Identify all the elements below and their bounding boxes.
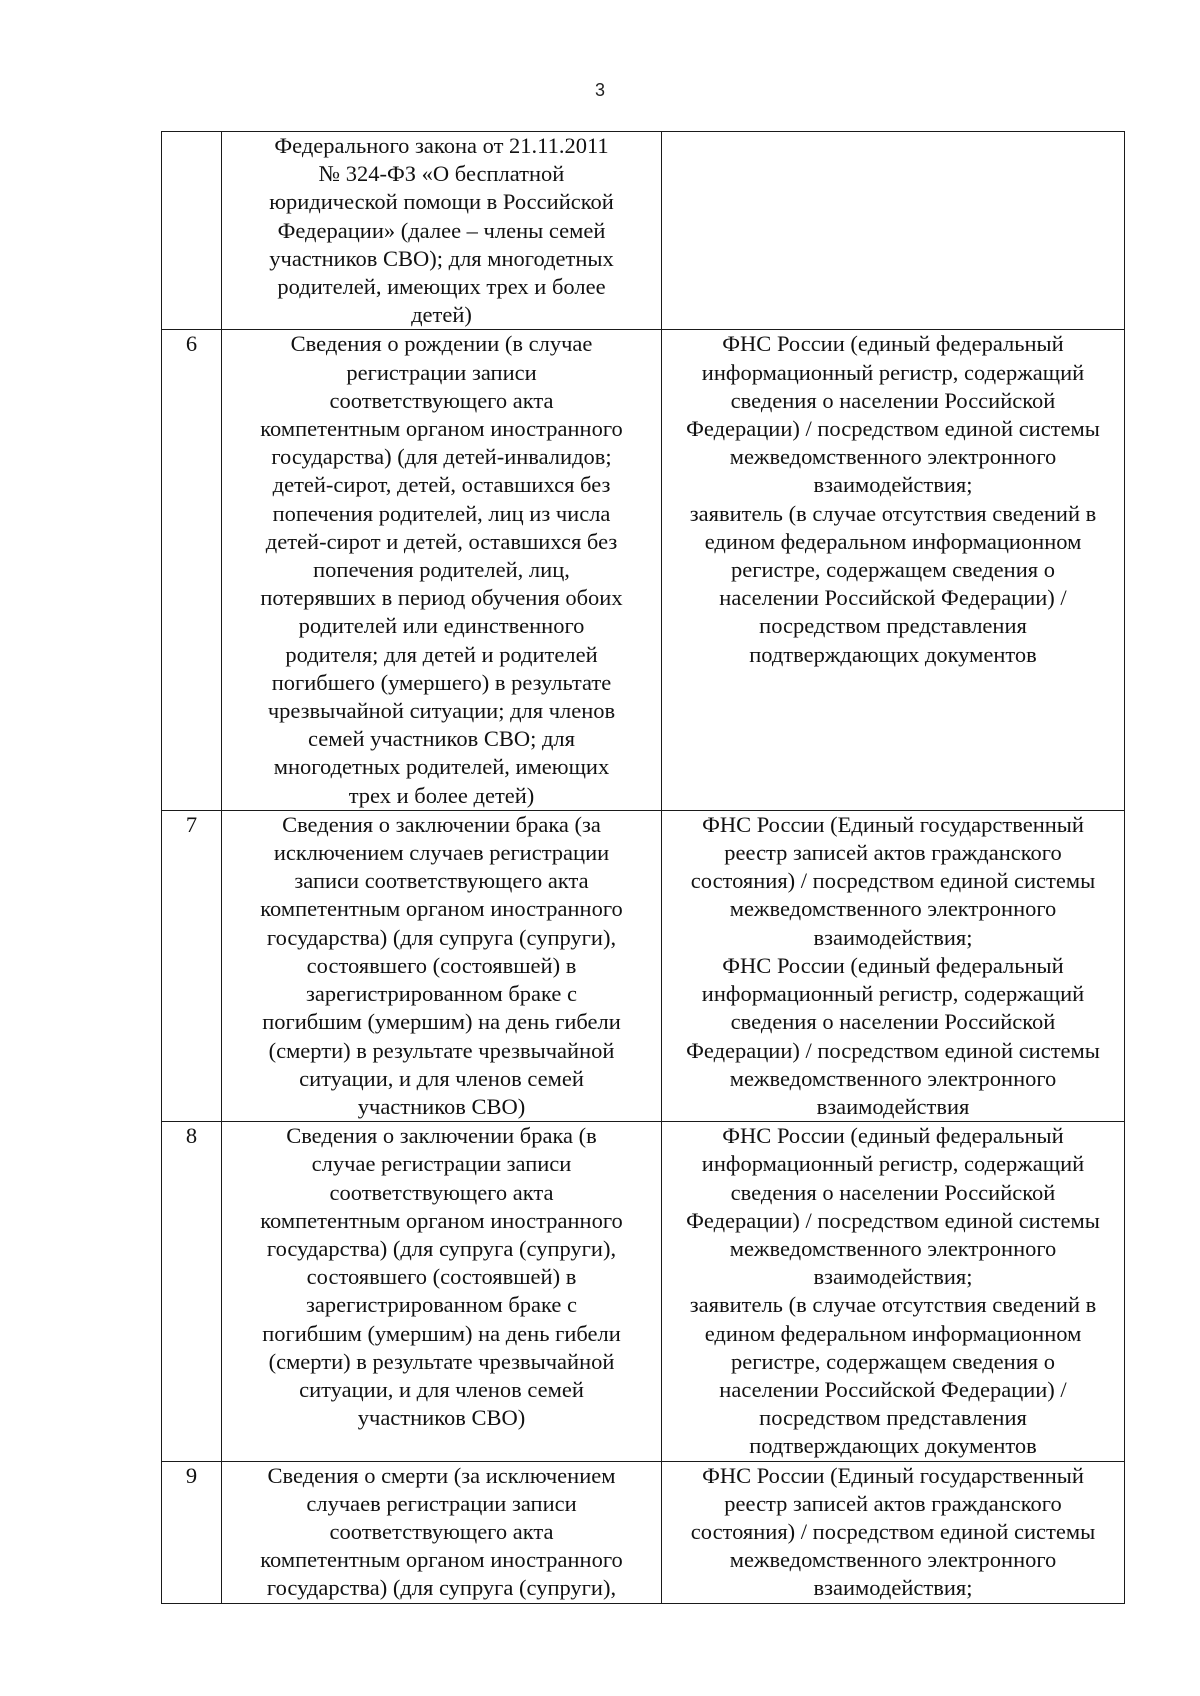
cell-text-line: попечения родителей, лиц из числа (272, 500, 611, 526)
cell-text-line: реестр записей актов гражданского (724, 840, 1062, 866)
cell-text-line: подтверждающих документов (749, 641, 1037, 667)
cell-text-line: подтверждающих документов (749, 1433, 1037, 1459)
cell-text-line: информационный регистр, содержащий (701, 1151, 1085, 1177)
cell-text-line: (смерти) в результате чрезвычайной (268, 1348, 615, 1374)
information-cell (222, 132, 662, 330)
documents-table (161, 131, 1125, 1604)
cell-text-line: соответствующего акта (329, 1179, 554, 1205)
cell-text-line: взаимодействия; (813, 1575, 973, 1601)
cell-text-line: Федерации) / посредством единой системы (686, 1207, 1100, 1233)
cell-text-line: Федерации) / посредством единой системы (686, 1037, 1100, 1063)
cell-text-line: участников СВО) (357, 1093, 526, 1119)
table-row (162, 132, 1125, 330)
cell-text-line: заявитель (в случае отсутствия сведений в (689, 1292, 1097, 1318)
cell-text-line: детей) (411, 302, 472, 328)
source-cell (662, 810, 1125, 1121)
cell-text-line: Сведения о заключении брака (за (282, 811, 601, 837)
cell-text-line: соответствующего акта (329, 387, 554, 413)
cell-text-line: ФНС России (единый федеральный (722, 1123, 1064, 1149)
cell-text-line: ФНС России (Единый государственный (702, 811, 1084, 837)
cell-text-line: погибшим (умершим) на день гибели (262, 1320, 621, 1346)
cell-text-line: Сведения о смерти (за исключением (267, 1462, 616, 1488)
cell-text-line: компетентным органом иностранного (260, 1207, 623, 1233)
cell-text-line: ситуации, и для членов семей (299, 1376, 584, 1402)
cell-text-line: участников СВО) (357, 1405, 526, 1431)
cell-text-line: детей-сирот, детей, оставшихся без (272, 472, 611, 498)
cell-text-line: государства) (для супруга (супруги), (266, 1575, 617, 1601)
cell-text-line: межведомственного электронного (729, 1547, 1057, 1573)
cell-text-line: заявитель (в случае отсутствия сведений в (689, 500, 1097, 526)
cell-text-line: исключением случаев регистрации (273, 840, 610, 866)
cell-text-line: ФНС России (Единый государственный (702, 1462, 1084, 1488)
cell-text-line: родителей или единственного (298, 613, 585, 639)
cell-text-line: государства) (для супруга (супруги), (266, 1235, 617, 1261)
page-number: 3 (594, 80, 605, 100)
cell-text-line: случаев регистрации записи (306, 1490, 577, 1516)
cell-text-line: регистре, содержащем сведения о (731, 557, 1055, 583)
cell-text-line: информационный регистр, содержащий (701, 359, 1085, 385)
source-cell (662, 1461, 1125, 1603)
cell-text-line: межведомственного электронного (729, 444, 1057, 470)
cell-text-line: едином федеральном информационном (704, 528, 1082, 554)
cell-text-line: реестр записей актов гражданского (724, 1490, 1062, 1516)
cell-text-line: многодетных родителей, имеющих (273, 754, 610, 780)
cell-text-line: соответствующего акта (329, 1518, 554, 1544)
cell-text-line: Федерального закона от 21.11.2011 (274, 133, 609, 158)
cell-text-line: государства) (для детей-инвалидов; (271, 444, 612, 470)
cell-text-line: записи соответствующего акта (294, 868, 589, 894)
source-cell (662, 132, 1125, 330)
cell-text-line: состояния) / посредством единой системы (690, 868, 1096, 894)
cell-text-line: сведения о населении Российской (730, 1009, 1056, 1035)
cell-text-line: ФНС России (единый федеральный (722, 331, 1064, 357)
cell-text-line: населении Российской Федерации) / (719, 1376, 1067, 1402)
cell-text-line: взаимодействия; (813, 924, 973, 950)
cell-text-line: родителей, имеющих трех и более (277, 274, 606, 300)
cell-text-line: трех и более детей) (348, 782, 535, 808)
cell-text-line: зарегистрированном браке с (306, 981, 577, 1007)
cell-text-line: межведомственного электронного (729, 1235, 1057, 1261)
cell-text-line: регистрации записи (346, 359, 537, 385)
cell-text-line: взаимодействия (816, 1093, 970, 1119)
cell-text-line: (смерти) в результате чрезвычайной (268, 1037, 615, 1063)
cell-text-line: взаимодействия; (813, 1264, 973, 1290)
information-cell (222, 330, 662, 810)
cell-text-line: Сведения о заключении брака (в (286, 1123, 597, 1149)
cell-text-line: Сведения о рождении (в случае (290, 331, 593, 357)
cell-text-line: посредством представления (759, 613, 1027, 639)
row-number-cell: 6 (162, 330, 222, 810)
cell-text-line: Федерации) / посредством единой системы (686, 416, 1100, 442)
cell-text-line: потерявших в период обучения обоих (260, 585, 623, 611)
cell-text-line: состоявшего (состоявшей) в (306, 952, 577, 978)
cell-text-line: чрезвычайной ситуации; для членов (267, 698, 616, 724)
row-number-cell: 9 (162, 1461, 222, 1603)
cell-text-line: случае регистрации записи (311, 1151, 572, 1177)
cell-text-line: информационный регистр, содержащий (701, 981, 1085, 1007)
table-row (162, 330, 1125, 810)
cell-text-line: населении Российской Федерации) / (719, 585, 1067, 611)
cell-text-line: Федерации» (далее – члены семей (277, 217, 606, 243)
table-row (162, 1461, 1125, 1603)
row-number-cell: 8 (162, 1122, 222, 1461)
information-cell (222, 1122, 662, 1461)
cell-text-line: участников СВО); для многодетных (269, 245, 614, 271)
cell-text-line: государства) (для супруга (супруги), (266, 924, 617, 950)
table-row (162, 810, 1125, 1121)
cell-text-line: взаимодействия; (813, 472, 973, 498)
cell-text-line: посредством представления (759, 1405, 1027, 1431)
cell-text-line: сведения о населении Российской (730, 387, 1056, 413)
cell-text-line: ФНС России (единый федеральный (722, 952, 1064, 978)
cell-text-line: семей участников СВО; для (307, 726, 576, 752)
cell-text-line: № 324-ФЗ «О бесплатной (318, 161, 565, 187)
cell-text-line: зарегистрированном браке с (306, 1292, 577, 1318)
cell-text-line: погибшим (умершим) на день гибели (262, 1009, 621, 1035)
cell-text-line: межведомственного электронного (729, 1065, 1057, 1091)
cell-text-line: детей-сирот и детей, оставшихся без (265, 528, 618, 554)
cell-text-line: попечения родителей, лиц, (313, 557, 570, 583)
cell-text-line: состояния) / посредством единой системы (690, 1518, 1096, 1544)
source-cell (662, 330, 1125, 810)
information-cell (222, 1461, 662, 1603)
cell-text-line: едином федеральном информационном (704, 1320, 1082, 1346)
cell-text-line: компетентным органом иностранного (260, 1547, 623, 1573)
cell-text-line: межведомственного электронного (729, 896, 1057, 922)
cell-text-line: погибшего (умершего) в результате (271, 669, 612, 695)
cell-text-line: компетентным органом иностранного (260, 416, 623, 442)
cell-text-line: регистре, содержащем сведения о (731, 1348, 1055, 1374)
table-row (162, 1122, 1125, 1461)
cell-text-line: состоявшего (состоявшей) в (306, 1264, 577, 1290)
row-number-cell: 7 (162, 810, 222, 1121)
cell-text-line: сведения о населении Российской (730, 1179, 1056, 1205)
cell-text-line: юридической помощи в Российской (269, 189, 614, 215)
cell-text-line: родителя; для детей и родителей (285, 641, 598, 667)
source-cell (662, 1122, 1125, 1461)
row-number-cell (162, 132, 222, 330)
information-cell (222, 810, 662, 1121)
cell-text-line: компетентным органом иностранного (260, 896, 623, 922)
cell-text-line: ситуации, и для членов семей (299, 1065, 584, 1091)
